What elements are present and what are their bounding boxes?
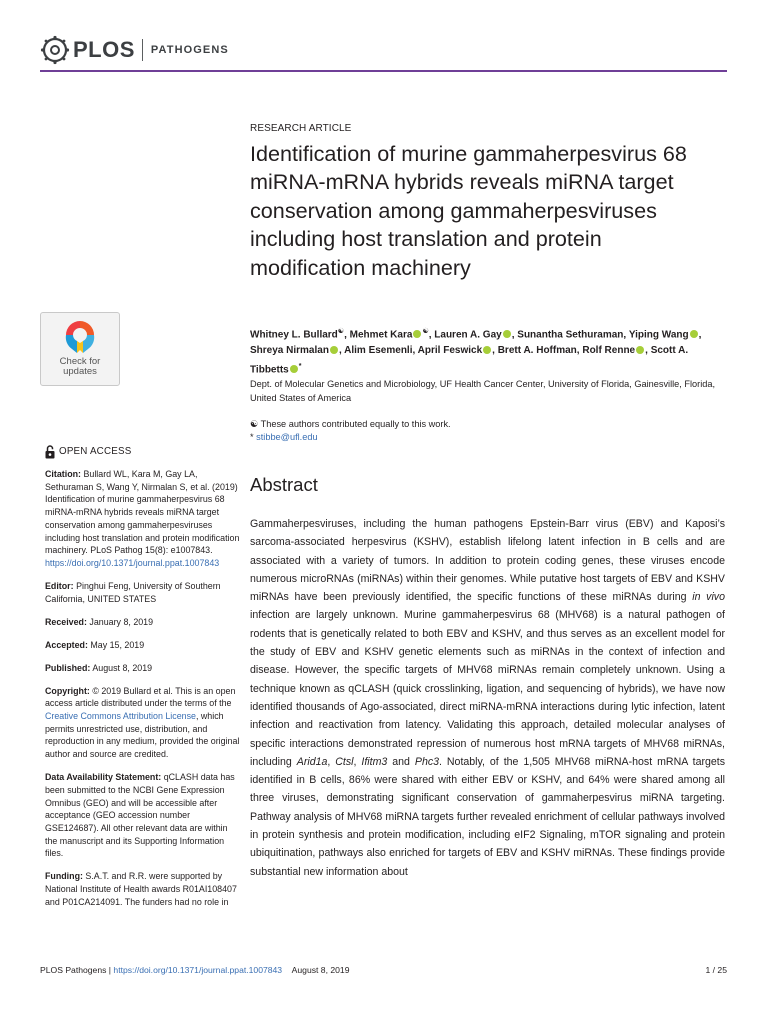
author-notes [250,418,720,443]
citation-doi-link[interactable]: https://doi.org/10.1371/journal.ppat.1007843 [45,557,220,568]
crossmark-icon [64,319,96,355]
badge-line-1: Check for [59,356,101,367]
copyright-block: Copyright: © 2019 Bullard et al. This is an open access article distributed under the terms of the Creative Commons Attribution License, which permits unrestricted use, distribution, and reproduction in any medium, provided the original author and source are credited. [45,685,240,760]
author-name: Whitney L. Bullard [250,329,338,341]
author-name: Lauren A. Gay [434,329,502,341]
equal-contribution-note: ☯ These authors contributed equally to this work. [250,419,451,429]
orcid-icon[interactable] [330,346,338,354]
plos-logo-icon [40,35,70,65]
funding-block: Funding: S.A.T. and R.R. were supported by National Institute of Health awards R01AI108407 and P01CA214091. The funders had no role in [45,871,237,907]
author-name: Mehmet Kara [349,329,413,341]
orcid-icon[interactable] [483,346,491,354]
orcid-icon[interactable] [413,330,421,338]
corresponding-email-link[interactable]: stibbe@ufl.edu [256,431,318,442]
italic-term: in vivo [692,591,725,604]
author-name: Rolf Renne [582,345,636,357]
article-type: RESEARCH ARTICLE [250,123,352,134]
article-title: Identification of murine gammaherpesvirus 68 miRNA-mRNA hybrids reveals miRNA target conservation among gammaherpesviruses including host translation and protein modification machinery [250,141,687,280]
footer-doi-link[interactable]: https://doi.org/10.1371/journal.ppat.1007843 [113,965,283,975]
open-lock-icon [45,445,55,459]
data-availability-block: Data Availability Statement: qCLASH data has been submitted to the NCBI Gene Expression Omnibus (GEO) and will be accessible after acceptance (GEO accession number GSE124687). All other relevant data are within the manuscript and its Supporting Information files. [45,772,235,859]
corresponding-author: * stibbe@ufl.edu [250,431,318,442]
author-name: Brett A. Hoffman [497,345,577,357]
check-for-updates-badge[interactable] [40,312,120,386]
author-name: Sunantha Sethuraman [517,329,624,341]
orcid-icon[interactable] [690,330,698,338]
plos-pathogens-logo [40,34,229,66]
orcid-icon[interactable] [636,346,644,354]
article-info-column [45,445,240,919]
abstract-text: Gammaherpesviruses, including the human pathogens Epstein-Barr virus (EBV) and Kaposi’s sarcoma-associated herpesvirus (KSHV), establish lifelong latent infection in B cells and are associated with a variety of tumors. In addition to protein coding genes, these viruses encode numerous microRNAs (miRNAs) within their genomes. While putative host targets of EBV and KSHV miRNAs have been previously identified, the specific functions of these miRNAs during in vivo infection are largely unknown. Murine gammaherpesvirus 68 (MHV68) is a natural pathogen of rodents that is genetically related to both EBV and KSHV, and thus serves as an excellent model for the study of EBV and KSHV genetic elements such as miRNAs in the context of infection and disease. However, the specific targets of MHV68 miRNAs remain completely unknown. Using a technique known as qCLASH (quick crosslinking, ligation, and sequencing of hybrids), we have now identified thousands of Ago-associated, direct miRNA-mRNA interactions during lytic infection, latent infection and reactivation from latency. Validating this approach, detailed molecular analyses of specific interactions demonstrated repression of numerous host mRNA targets of MHV68 miRNAs, including Arid1a, Ctsl, Ifitm3 and Phc3. Notably, of the 1,505 MHV68 miRNA-host mRNA targets identified in B cells, 86% were shared with either EBV or KSHV, and 64% were shared among all three viruses, demonstrating significant conservation of gammaherpesvirus miRNA targeting. Pathway analysis of MHV68 miRNA targets further revealed enrichment of cellular pathways involved in protein synthesis and protein modification, including eIF2 Signaling, mTOR signaling and protein ubiquitination, pathways also enriched for targets of EBV and KSHV miRNAs. These findings provide substantial new information about [250,518,726,878]
citation-block: Citation: Bullard WL, Kara M, Gay LA, Sethuraman S, Wang Y, Nirmalan S, et al. (2019) Identification of murine gammaherpesvirus 68 miRNA-mRNA hybrids reveals miRNA target conservation among gammaherpesviruses including host translation and protein modification machinery. PLoS Pathog 15(8): e1007843. https://doi.org/10.1371/journal.ppat.1007843 [45,469,240,568]
italic-term: Phc3 [414,755,440,768]
author-note-marker: * [298,362,302,370]
open-access-label: OPEN ACCESS [45,445,240,459]
author-name: Alim Esemenli [344,345,413,357]
author-note-marker: ☯ [337,328,345,335]
accepted-block: Accepted: May 15, 2019 [45,639,145,650]
orcid-icon[interactable] [503,330,511,338]
editor-block: Editor: Pinghui Feng, University of Southern California, UNITED STATES [45,580,221,604]
italic-term: Arid1a [296,755,328,768]
logo-wordmark: PLOS [73,37,135,62]
page-number: 1 / 25 [705,965,727,975]
abstract-heading: Abstract [250,474,318,495]
italic-term: Ifitm3 [361,755,388,768]
received-block: Received: January 8, 2019 [45,616,154,627]
italic-term: Ctsl [335,755,354,768]
author-name: Scott A. Tibbetts [250,345,689,376]
orcid-icon[interactable] [290,365,298,373]
logo-divider [142,39,143,61]
author-name: April Feswick [417,345,483,357]
author-note-marker: ☯ [422,328,429,335]
footer-citation: PLOS Pathogens | https://doi.org/10.1371/journal.ppat.1007843 August 8, 2019 [40,965,350,975]
badge-line-2: updates [63,366,97,377]
header-rule [40,70,727,72]
author-name: Yiping Wang [628,329,689,341]
journal-name: PATHOGENS [150,44,229,56]
affiliation: Dept. of Molecular Genetics and Microbiology, UF Health Cancer Center, University of Florida, Gainesville, Florida, United States of America [250,379,716,403]
author-name: Shreya Nirmalan [250,345,329,357]
page-footer [40,965,727,975]
published-block: Published: August 8, 2019 [45,662,153,673]
license-link[interactable]: Creative Commons Attribution License [45,711,196,722]
author-list: Whitney L. Bullard☯, Mehmet Kara ☯, Lauren A. Gay , Sunantha Sethuraman, Yiping Wang , Shreya Nirmalan , Alim Esemenli, April Feswick , Brett A. Hoffman, Rolf Renne , Scott A. Tibbetts * [250,328,702,376]
